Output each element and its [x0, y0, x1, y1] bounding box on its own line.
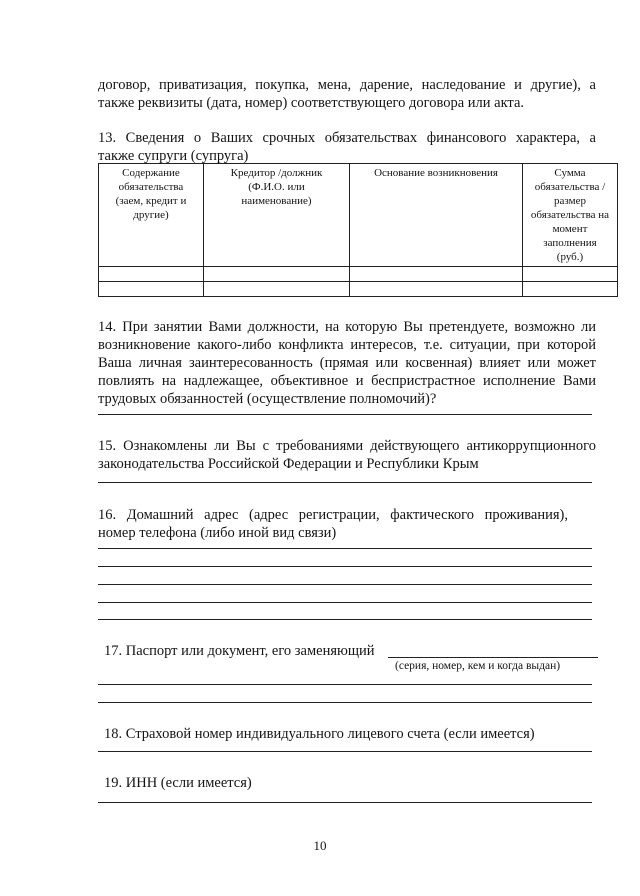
passport-input-line[interactable] [388, 657, 598, 658]
section-15-line-1: 15. Ознакомлены ли Вы с требованиями действующего антикоррупционного [98, 438, 596, 454]
section-14-line-4: повлиять на надлежащее, объективное и беспристрастное исполнение Вами [98, 373, 596, 389]
answer-line-14[interactable] [98, 414, 592, 415]
section-14-line-3: Ваша личная заинтересованность (прямая или косвенная) влияет или может [98, 355, 596, 371]
intro-line-2: также реквизиты (дата, номер) соответствующего договора или акта. [98, 95, 525, 111]
financial-obligations-table [98, 163, 618, 297]
address-line-1[interactable] [98, 548, 592, 549]
passport-line-2[interactable] [98, 684, 592, 685]
table-cell[interactable] [99, 267, 204, 282]
table-cell[interactable] [204, 267, 350, 282]
section-14-line-5: трудовых обязанностей (осуществление полномочий)? [98, 391, 437, 407]
table-row [99, 282, 618, 297]
address-line-5[interactable] [98, 619, 592, 620]
section-17-hint: (серия, номер, кем и когда выдан) [395, 660, 561, 672]
page-number: 10 [313, 838, 327, 853]
col-header-obligation: Содержание обязательства (заем, кредит и другие) [99, 164, 204, 267]
address-line-3[interactable] [98, 584, 592, 585]
col-header-creditor: Кредитор /должник (Ф.И.О. или наименование) [204, 164, 350, 267]
snils-input-line[interactable] [98, 751, 592, 752]
table-cell[interactable] [350, 267, 523, 282]
col-header-basis: Основание возникновения [350, 164, 523, 267]
section-13-heading-cont: также супруги (супруга) [98, 148, 249, 164]
table-cell[interactable] [350, 282, 523, 297]
section-16-line-1: 16. Домашний адрес (адрес регистрации, фактического проживания), [98, 507, 568, 523]
table-cell[interactable] [523, 267, 618, 282]
inn-input-line[interactable] [98, 802, 592, 803]
col-header-amount: Сумма обязательства / размер обязательства на момент заполнения (руб.) [523, 164, 618, 267]
section-14-line-1: 14. При занятии Вами должности, на которую Вы претендуете, возможно ли [98, 319, 596, 335]
answer-line-15[interactable] [98, 482, 592, 483]
address-line-4[interactable] [98, 602, 592, 603]
table-cell[interactable] [523, 282, 618, 297]
table-row [99, 267, 618, 282]
section-17-label: 17. Паспорт или документ, его заменяющий [104, 643, 375, 659]
intro-line-1: договор, приватизация, покупка, мена, дарение, наследование и другие), а [98, 77, 596, 93]
section-13-heading: 13. Сведения о Ваших срочных обязательствах финансового характера, а [98, 130, 596, 146]
address-line-2[interactable] [98, 566, 592, 567]
section-16-line-2: номер телефона (либо иной вид связи) [98, 525, 337, 541]
table-cell[interactable] [204, 282, 350, 297]
section-14-line-2: возникновение какого-либо конфликта интересов, т.е. ситуации, при которой [98, 337, 596, 353]
section-15-line-2: законодательства Российской Федерации и Республики Крым [98, 456, 479, 472]
section-18-label: 18. Страховой номер индивидуального лицевого счета (если имеется) [104, 726, 535, 742]
table-cell[interactable] [99, 282, 204, 297]
passport-line-3[interactable] [98, 702, 592, 703]
section-19-label: 19. ИНН (если имеется) [104, 775, 252, 791]
